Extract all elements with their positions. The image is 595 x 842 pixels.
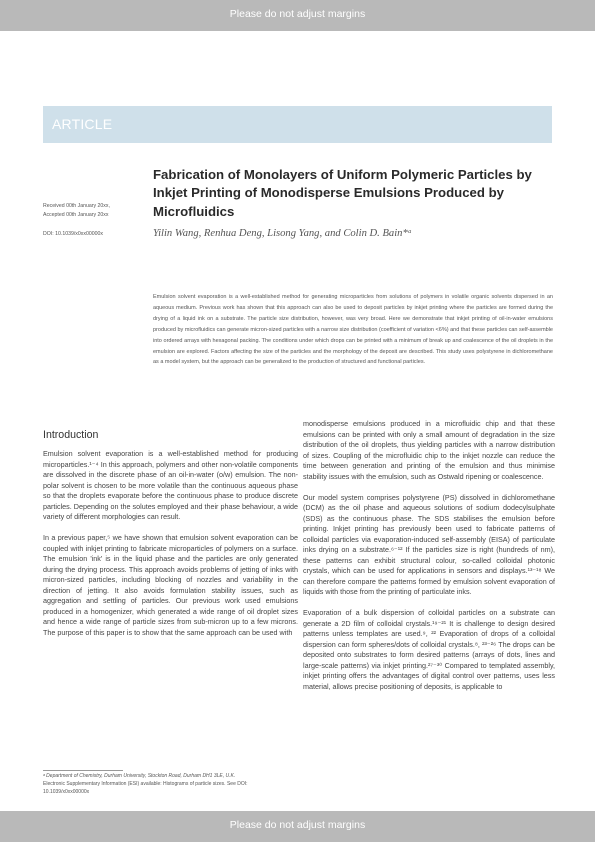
paragraph: monodisperse emulsions produced in a microfluidic chip and that these emulsions can be printed with only a small amount of degradation in the size distribution of the oil droplets, thus yielding particles with a narrow distribution of sizes. Coupling of the microfluidic chip to the inkjet nozzle can reduce the time between generation and printing of the emulsion and thus minimise stability issues with the emulsion, such as Ostwald ripening or coalescence. xyxy=(303,419,555,481)
paragraph: Emulsion solvent evaporation is a well-established method for producing microparticles.¹⁻⁴ In this approach, polymers and other non-volatile components are dissolved in the discrete phase of an oil-in-water (o/w) emulsion. The non-polar solvent is chosen to be more volatile than the continuous aqueous phase so that the droplets evaporate before the continuous phase to produce discrete particles. Depending on the solutes employed and their phase behaviour, a wide variety of different morphologies can result. xyxy=(43,449,298,521)
esi-footnote: Electronic Supplementary Information (ESI) available: Histograms of particle sizes. See DOI: 10.1039/x0xx00000x xyxy=(43,781,248,796)
article-banner xyxy=(43,106,552,143)
affiliation-footnote: ᵃ Department of Chemistry, Durham University, Stockton Road, Durham DH1 3LE, U.K. xyxy=(43,773,236,779)
author-list: Yilin Wang, Renhua Deng, Lisong Yang, and Colin D. Bain*ᵃ xyxy=(153,228,412,239)
paper-title: Fabrication of Monolayers of Uniform Polymeric Particles by Inkjet Printing of Monodisperse Emulsions Produced by Microfluidics xyxy=(153,167,532,219)
abstract: Emulsion solvent evaporation is a well-established method for generating microparticles from solutions of polymers in volatile organic solvents dispersed in an aqueous medium. Previous work has shown that this approach can also be used to deposit particles by inkjet printing where the particles are formed during the drying of a liquid ink on a substrate. The particle size distribution, however, was very broad. Here we demonstrate that inkjet printing of oil-in-water emulsions produced by microfluidics can generate micron-sized particles with a narrow size distribution (coefficient of variation <6%) and that these particles can self-assemble into ordered arrays with hexagonal packing. The conditions under which drops can be printed with a minimum of break up and coalescence of the oil droplets in the emulsion are explored. Factors affecting the size of the particles and the morphology of the deposit are described. This study uses polystyrene in dichloromethane as a model system, but the approach can be generalized to the production of structured and functional particles. xyxy=(153,294,553,366)
accepted-date: Accepted 00th January 20xx xyxy=(43,212,109,218)
paragraph: In a previous paper,⁵ we have shown that emulsion solvent evaporation can be coupled with inkjet printing to fabricate microparticles of polymers on a surface. The emulsion 'ink' is in the liquid phase and the particles are only generated during the drying process. This approach avoids problems of jetting of inks with micron-sized particles, including blocking of nozzles and variability in the direction of jetting. It also avoids formulation stability issues, such as aggregation and settling of particles. Our previous work used emulsions produced in a homogenizer, which generated a wide range of oil droplet sizes and hence a wide range of particle sizes from sub-micron up to a few microns. The purpose of this paper is to show that the same approach can be used with xyxy=(43,533,298,637)
paragraph: Our model system comprises polystyrene (PS) dissolved in dichloromethane (DCM) as the oil phase and aqueous solutions of sodium dodecylsulphate (SDS) as the continuous phase. The SDS stabilises the emulsion before printing. Inkjet printing has previously been used to fabricate patterns of colloidal particles via evaporation-induced self-assembly (EISA) of particulate inks drying on a substrate.⁶⁻¹² If the particles size is right (hundreds of nm), these patterns can exhibit structural colour, so-called colloidal photonic crystals, which can be used for applications in sensors and displays.¹³⁻¹⁸ We can therefore compare the patterns formed by emulsion solvent evaporation of liquids with those from the printing of particulate inks. xyxy=(303,492,555,596)
top-margin-notice: Please do not adjust margins xyxy=(0,0,595,31)
left-text-column xyxy=(43,449,298,638)
section-heading-introduction: Introduction xyxy=(43,429,99,441)
received-date: Received 00th January 20xx, xyxy=(43,203,110,209)
doi-line: DOI: 10.1039/x0xx00000x xyxy=(43,231,103,237)
section-label: ARTICLE xyxy=(52,116,113,132)
footnotes xyxy=(43,772,293,797)
paragraph: Evaporation of a bulk dispersion of colloidal particles on a substrate can generate a 2D film of colloidal crystals.¹⁹⁻²¹ It is challenge to design desired patterns unless templates are used.⁹, ²² Evaporation of drops of a colloidal dispersion can form spheres/dots of colloidal crystals.⁸, ²³⁻²⁶ The drops can be deposited onto substrates to form desired patterns (arrays of dots, lines and large-scale patterns) via inkjet printing.²⁷⁻³⁰ Compared to templated assembly, inkjet printing offers the advantages of digital control over patterns, uses less material, allows precise positioning of deposits, is applicable to xyxy=(303,608,555,691)
footnote-divider xyxy=(43,770,123,771)
bottom-margin-notice: Please do not adjust margins xyxy=(0,811,595,842)
right-text-column xyxy=(303,419,555,692)
